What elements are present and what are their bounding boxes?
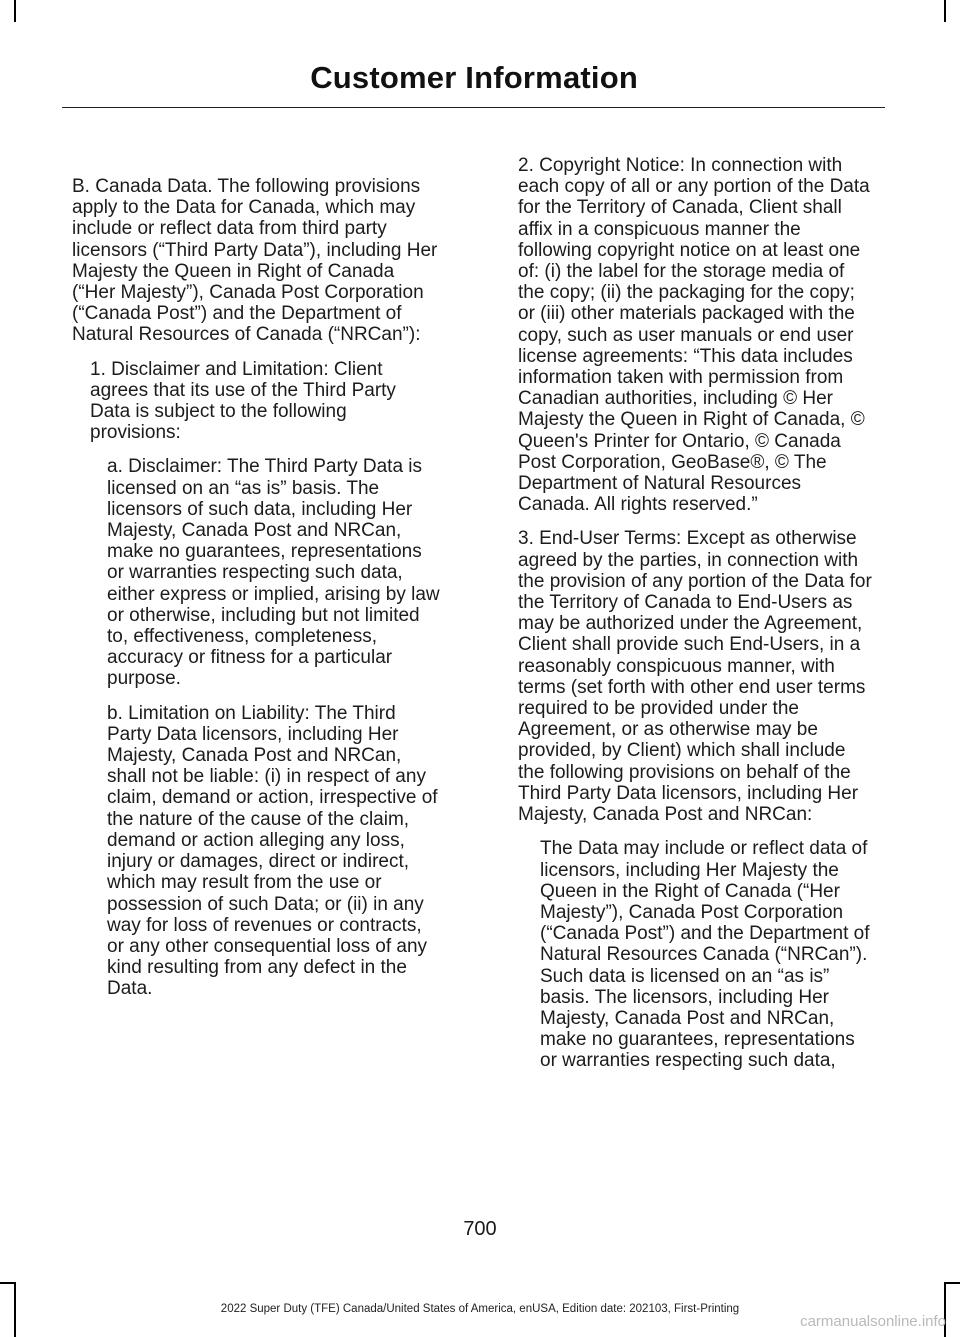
paragraph-copyright-notice: 2. Copyright Notice: In connection with each copy of all or any portion of the Data for the Territory of Canada, Client shall affix in a conspicuous manner the following copyright notice on at least one of: (i) the label for the storage media of the copy; (ii) the packaging for the copy; or (iii) other materials packaged with the copy, such as user manuals or end user license agreements: “This data includes information taken with permission from Canadian authorities, including © Her Majesty the Queen in Right of Canada, © Queen's Printer for Ontario, © Canada Post Corporation, GeoBase®, © The Department of Natural Resources Canada. All rights reserved.” — [518, 155, 870, 516]
crop-mark-top-left-v — [14, 0, 16, 22]
watermark: carmanualsonline.info — [800, 1313, 946, 1330]
crop-mark-bottom-left-h — [0, 1282, 16, 1284]
right-column — [518, 155, 873, 1085]
page-title: Customer Information — [310, 60, 638, 95]
crop-mark-bottom-right-h — [944, 1282, 960, 1284]
paragraph-disclaimer-limitation: 1. Disclaimer and Limitation: Client agrees that its use of the Third Party Data is subject to the following provisions: — [90, 358, 396, 444]
paragraph-canada-data: B. Canada Data. The following provisions apply to the Data for Canada, which may include or reflect data from third party licensors (“Third Party Data”), including Her Majesty the Queen in Right of Canada (“Her Majesty”), Canada Post Corporation (“Canada Post”) and the Department of Natural Resources of Canada (“NRCan”): — [72, 176, 438, 346]
crop-mark-top-right-v — [944, 0, 946, 22]
header-divider — [62, 107, 885, 108]
paragraph-end-user-terms: 3. End-User Terms: Except as otherwise agreed by the parties, in connection with the provision of any portion of the Data for the Territory of Canada to End-Users as may be authorized under the Agreement, Client shall provide such End-Users, in a reasonably conspicuous manner, with terms (set forth with other end user terms required to be provided under the Agreement, or as otherwise may be provided, by Client) which shall include the following provisions on behalf of the Third Party Data licensors, including Her Majesty, Canada Post and NRCan: — [518, 528, 872, 826]
footer-edition-info: 2022 Super Duty (TFE) Canada/United States of America, enUSA, Edition date: 202103, First-Printing — [220, 1303, 740, 1315]
page-number: 700 — [463, 1218, 497, 1240]
paragraph-disclaimer: a. Disclaimer: The Third Party Data is licensed on an “as is” basis. The licensors of such data, including Her Majesty, Canada Post and NRCan, make no guarantees, representations or warranties respecting such data, either express or implied, arising by law or otherwise, including but not limited to, effectiveness, completeness, accuracy or fitness for a particular purpose. — [107, 456, 440, 690]
left-column — [72, 155, 440, 1013]
paragraph-data-licensors: The Data may include or reflect data of licensors, including Her Majesty the Queen in the Right of Canada (“Her Majesty”), Canada Post Corporation (“Canada Post”) and the Department of Natural Resources Canada (“NRCan”). Such data is licensed on an “as is” basis. The licensors, including Her Majesty, Canada Post and NRCan, make no guarantees, representations or warranties respecting such data, — [540, 838, 870, 1072]
paragraph-limitation-liability: b. Limitation on Liability: The Third Party Data licensors, including Her Majesty, Canada Post and NRCan, shall not be liable: (i) in respect of any claim, demand or action, irrespective of the nature of the cause of the claim, demand or action alleging any loss, injury or damages, direct or indirect, which may result from the use or possession of such Data; or (ii) in any way for loss of revenues or contracts, or any other consequential loss of any kind resulting from any defect in the Data. — [107, 702, 438, 1000]
